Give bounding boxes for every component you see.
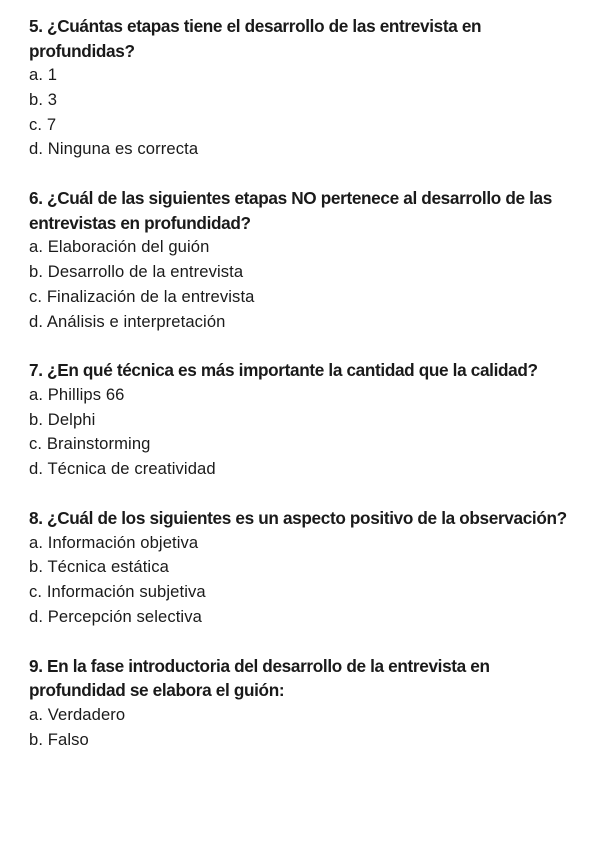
option-list bbox=[29, 235, 579, 334]
option-list bbox=[29, 63, 579, 162]
option-list bbox=[29, 383, 579, 482]
option-b: b. 3 bbox=[29, 89, 58, 109]
option-b: b. Desarrollo de la entrevista bbox=[29, 261, 244, 281]
option-list bbox=[29, 703, 579, 753]
option-d: d. Análisis e interpretación bbox=[29, 311, 226, 331]
question-9 bbox=[29, 654, 579, 753]
option-a: a. Información objetiva bbox=[29, 532, 199, 552]
option-list bbox=[29, 531, 579, 630]
question-6 bbox=[29, 186, 579, 334]
option-a: a. Verdadero bbox=[29, 704, 126, 724]
option-c: c. Información subjetiva bbox=[29, 582, 206, 602]
option-c: c. 7 bbox=[29, 114, 57, 134]
option-d: d. Percepción selectiva bbox=[29, 606, 202, 626]
option-a: a. Phillips 66 bbox=[29, 384, 125, 404]
question-5 bbox=[29, 14, 579, 162]
question-text: 9. En la fase introductoria del desarrollo de la entrevista en profundidad se elabora el guión: bbox=[29, 655, 490, 701]
option-a: a. 1 bbox=[29, 65, 58, 84]
question-text: 7. ¿En qué técnica es más importante la cantidad que la calidad? bbox=[29, 360, 538, 381]
quiz-page bbox=[29, 14, 579, 776]
question-8 bbox=[29, 506, 579, 630]
option-a: a. Elaboración del guión bbox=[29, 237, 210, 257]
question-text: 5. ¿Cuántas etapas tiene el desarrollo de las entrevista en profundidas? bbox=[29, 16, 482, 61]
option-b: b. Delphi bbox=[29, 409, 96, 429]
option-c: c. Finalización de la entrevista bbox=[29, 286, 255, 306]
question-text: 8. ¿Cuál de los siguientes es un aspecto positivo de la observación? bbox=[29, 508, 567, 529]
option-b: b. Falso bbox=[29, 729, 89, 749]
question-7 bbox=[29, 358, 579, 482]
option-d: d. Técnica de creatividad bbox=[29, 459, 216, 479]
option-b: b. Técnica estática bbox=[29, 557, 169, 577]
question-text: 6. ¿Cuál de las siguientes etapas NO pertenece al desarrollo de las entrevistas en profundidad? bbox=[29, 188, 552, 233]
option-d: d. Ninguna es correcta bbox=[29, 139, 199, 159]
option-c: c. Brainstorming bbox=[29, 434, 151, 454]
